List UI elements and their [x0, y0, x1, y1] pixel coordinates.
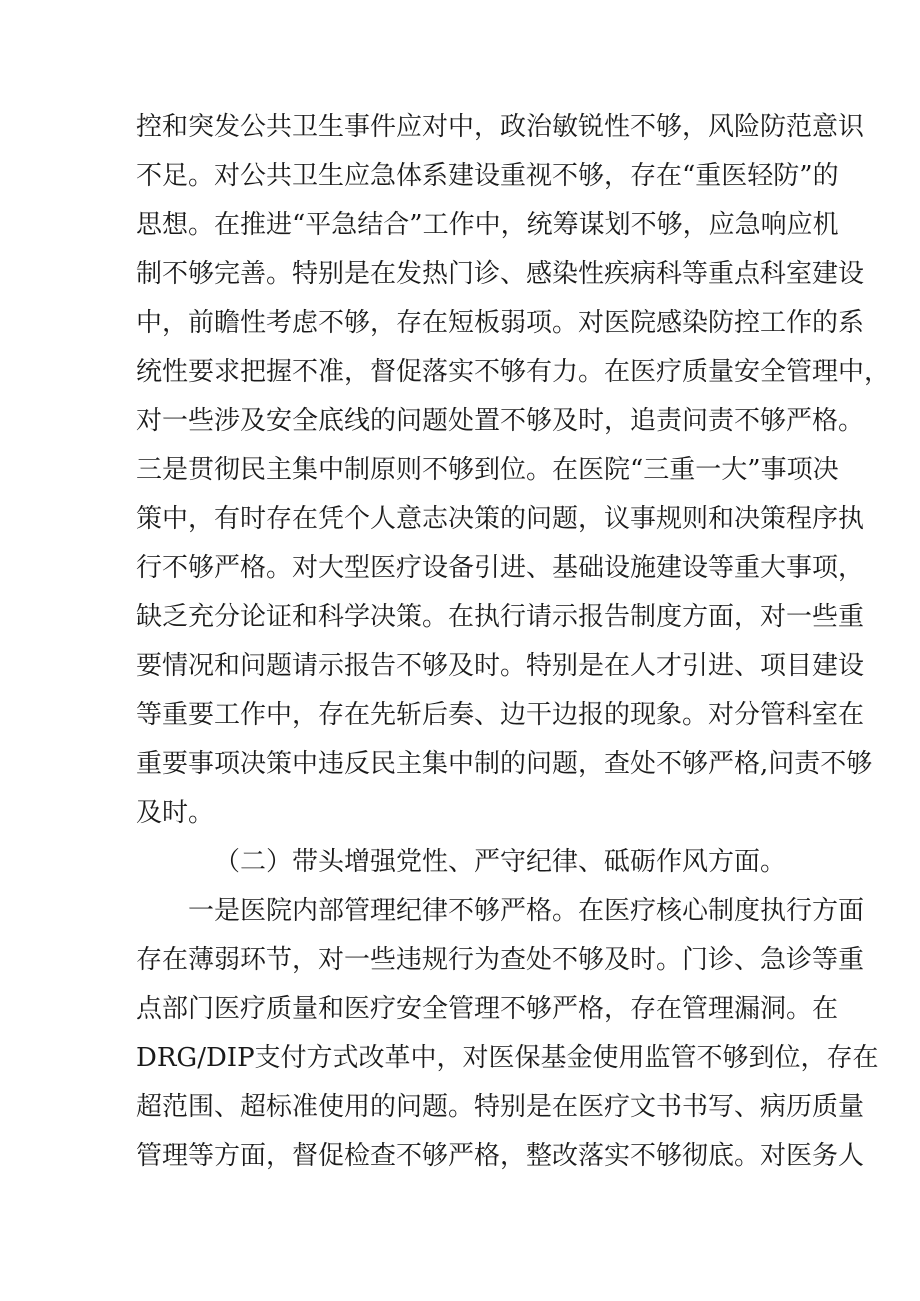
body-text-line: 思想。在推进“平急结合”工作中，统筹谋划不够，应急响应机 — [136, 210, 839, 240]
body-text-line: 不足。对公共卫生应急体系建设重视不够，存在“重医轻防”的 — [136, 161, 839, 191]
body-text-line: 策中，有时存在凭个人意志决策的问题，议事规则和决策程序执 — [136, 504, 865, 534]
body-text-line: 要情况和问题请示报告不够及时。特别是在人才引进、项目建设 — [136, 651, 865, 681]
body-text-line: DRG/DIP支付方式改革中，对医保基金使用监管不够到位，存在 — [136, 1043, 879, 1073]
body-text-line: 及时。 — [136, 798, 215, 828]
body-text-line: 统性要求把握不准，督促落实不够有力。在医疗质量安全管理中， — [136, 357, 891, 387]
body-text-line: 三是贯彻民主集中制原则不够到位。在医院“三重一大”事项决 — [136, 455, 839, 485]
body-text-line: 点部门医疗质量和医疗安全管理不够严格，存在管理漏洞。在 — [136, 994, 839, 1024]
body-text-line: 中，前瞻性考虑不够，存在短板弱项。对医院感染防控工作的系 — [136, 308, 865, 338]
body-text-line: 重要事项决策中违反民主集中制的问题，查处不够严格,问责不够 — [136, 749, 873, 779]
body-text-line: 制不够完善。特别是在发热门诊、感染性疾病科等重点科室建设 — [136, 259, 865, 289]
body-text-line: 对一些涉及安全底线的问题处置不够及时，追责问责不够严格。 — [136, 406, 865, 436]
body-text-line: 超范围、超标准使用的问题。特别是在医疗文书书写、病历质量 — [136, 1092, 865, 1122]
body-text-line: 控和突发公共卫生事件应对中，政治敏锐性不够，风险防范意识 — [136, 112, 865, 142]
body-text-line: 存在薄弱环节，对一些违规行为查处不够及时。门诊、急诊等重 — [136, 945, 865, 975]
section-heading: （二）带头增强党性、严守纪律、砥砺作风方面。 — [214, 847, 787, 877]
body-text-line: 等重要工作中，存在先斩后奏、边干边报的现象。对分管科室在 — [136, 700, 865, 730]
body-text-line: 行不够严格。对大型医疗设备引进、基础设施建设等重大事项， — [136, 553, 865, 583]
paragraph-first-line: 一是医院内部管理纪律不够严格。在医疗核心制度执行方面 — [188, 896, 865, 926]
body-text-line: 管理等方面，督促检查不够严格，整改落实不够彻底。对医务人 — [136, 1141, 865, 1171]
body-text-line: 缺乏充分论证和科学决策。在执行请示报告制度方面，对一些重 — [136, 602, 865, 632]
